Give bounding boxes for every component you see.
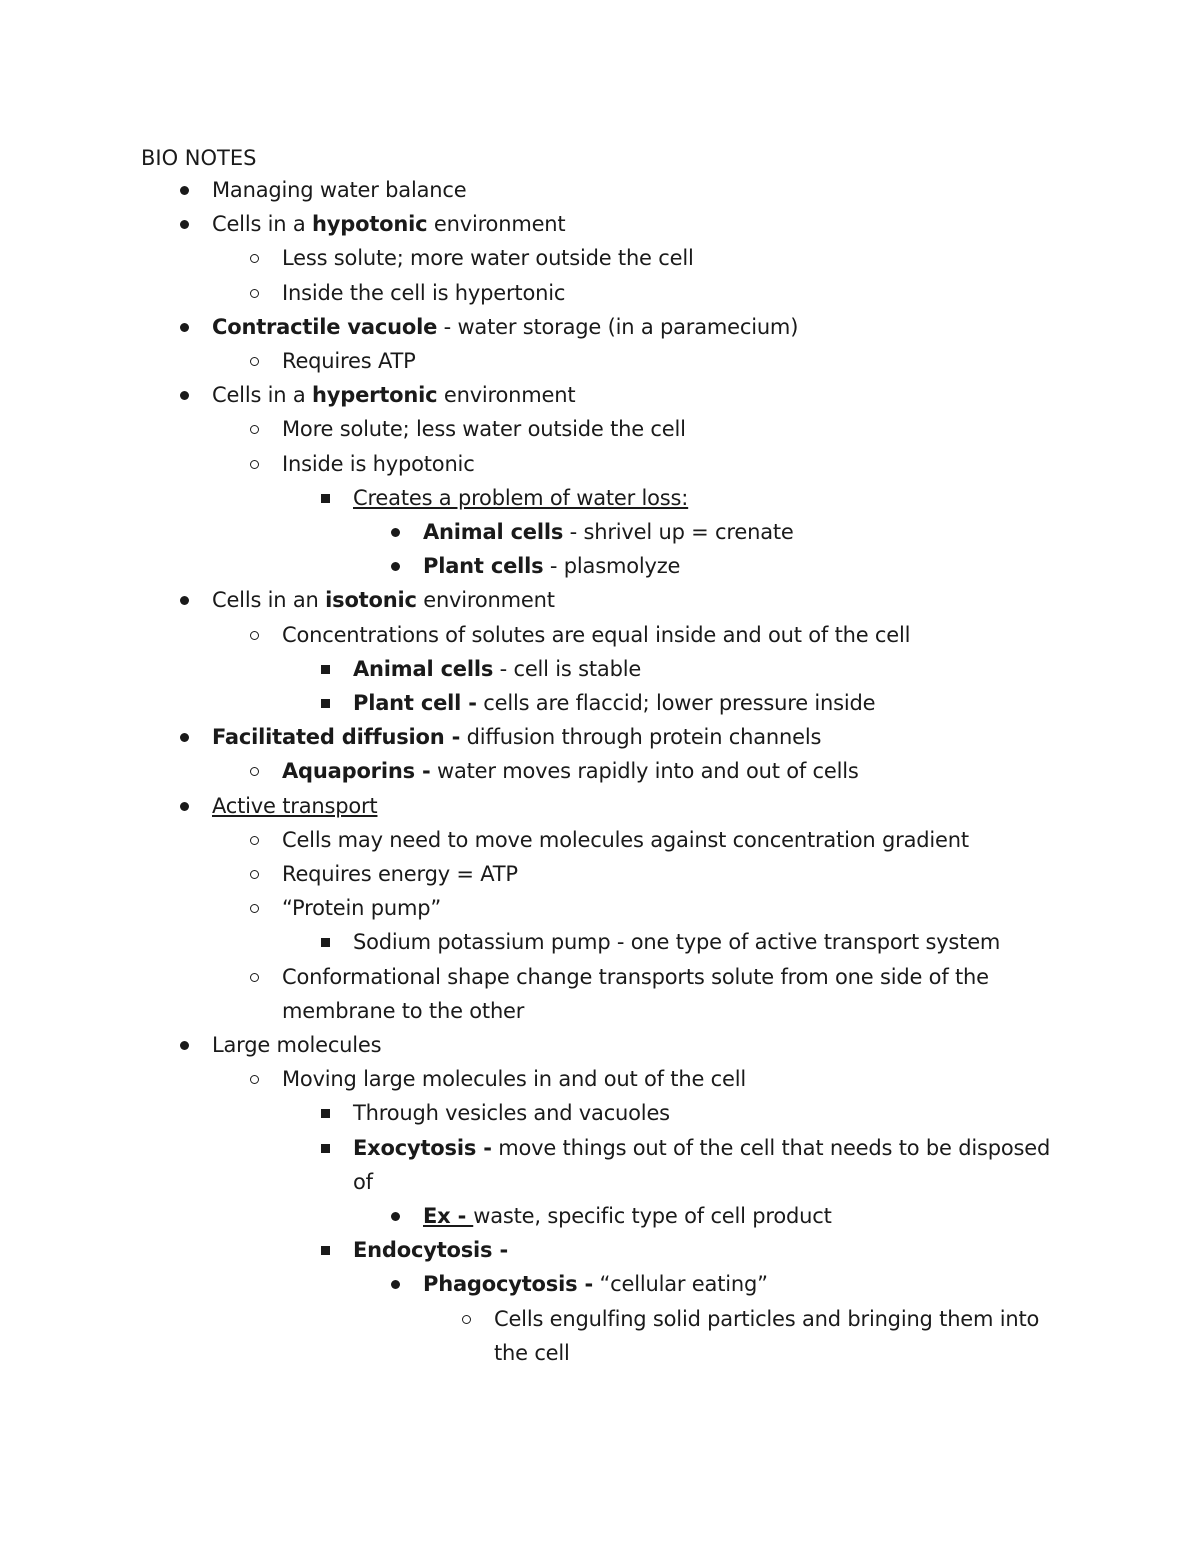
text-run: Creates a problem of water loss: xyxy=(353,485,689,510)
text-run: “cellular eating” xyxy=(593,1272,768,1297)
text-run: Requires energy = ATP xyxy=(282,862,518,886)
list-item-text xyxy=(282,344,1060,378)
list-item-text xyxy=(212,789,1060,823)
text-run: Moving large molecules in and out of the cell xyxy=(282,1067,746,1092)
text-run: “Protein pump” xyxy=(282,896,442,921)
text-run: waste, specific type of cell product xyxy=(473,1204,832,1228)
list-item-text xyxy=(212,207,1060,241)
list-item-text xyxy=(423,549,1060,583)
list-item-text xyxy=(282,412,1060,446)
list-item-text xyxy=(282,1062,1060,1096)
list-item-text xyxy=(423,1267,1060,1301)
text-run: Cells may need to move molecules against concentration gradient xyxy=(282,827,969,852)
text-run: Facilitated diffusion - xyxy=(212,725,461,750)
list-item-text xyxy=(212,1028,1060,1062)
list-item-text xyxy=(282,857,1060,891)
list-item-text xyxy=(353,652,1060,686)
text-run: - plasmolyze xyxy=(543,554,681,579)
list-item-text xyxy=(282,960,1060,1028)
text-run: Animal cells xyxy=(353,656,494,681)
list-item-text xyxy=(212,173,1060,207)
text-run: Requires ATP xyxy=(282,349,416,373)
text-run: More solute; less water outside the cell xyxy=(282,417,686,442)
text-run: environment xyxy=(427,212,566,237)
list-item-text xyxy=(423,515,1060,549)
text-run: Concentrations of solutes are equal inside and out of the cell xyxy=(282,622,911,647)
text-run: Cells in an xyxy=(212,588,326,613)
text-run: diffusion through protein channels xyxy=(460,725,822,750)
text-run: hypertonic xyxy=(312,383,438,408)
text-run: Exocytosis - xyxy=(353,1135,492,1160)
list-item-text xyxy=(282,891,1060,925)
text-run: Ex - xyxy=(423,1204,474,1228)
text-run: Plant cells xyxy=(423,554,544,579)
text-run: Plant cell - xyxy=(353,691,477,715)
text-run: environment xyxy=(416,588,555,613)
list-item-text xyxy=(353,686,1060,720)
text-run: Through vesicles and vacuoles xyxy=(353,1101,670,1126)
list-item-text xyxy=(212,310,1060,344)
text-run: Sodium potassium pump - one type of active transport system xyxy=(353,930,1001,955)
text-run: move things out of the cell that needs to be disposed of xyxy=(353,1135,1057,1194)
list-item-text xyxy=(282,241,1060,275)
list-item-text xyxy=(353,1096,1060,1130)
list-item-text xyxy=(282,823,1060,857)
list-item-text xyxy=(212,378,1060,412)
text-run: cells are flaccid; lower pressure inside xyxy=(476,691,876,715)
page-title: BIO NOTES xyxy=(141,146,257,170)
text-run: Inside the cell is hypertonic xyxy=(282,280,566,305)
text-run: Managing water balance xyxy=(212,178,467,202)
text-run: hypotonic xyxy=(312,212,428,237)
text-run: Inside is hypotonic xyxy=(282,451,475,476)
list-item-text xyxy=(353,925,1060,959)
text-run: - cell is stable xyxy=(493,656,642,681)
list-item-text xyxy=(212,720,1060,754)
text-run: Endocytosis - xyxy=(353,1238,508,1263)
list-item-text xyxy=(353,1131,1060,1199)
list-item-text xyxy=(282,618,1060,652)
text-run: Conformational shape change transports solute from one side of the membrane to the other xyxy=(282,964,996,1023)
text-run: isotonic xyxy=(325,588,417,613)
text-run: environment xyxy=(437,383,576,408)
text-run: Contractile vacuole xyxy=(212,314,438,339)
list-item-text xyxy=(282,754,1060,788)
list-item-text xyxy=(282,447,1060,481)
list-item-text xyxy=(494,1302,1060,1370)
text-run: Active transport xyxy=(212,793,378,818)
text-run: water moves rapidly into and out of cells xyxy=(430,759,859,784)
text-run: Aquaporins - xyxy=(282,759,431,784)
text-run: Cells in a xyxy=(212,383,313,408)
text-run: - water storage (in a paramecium) xyxy=(437,314,799,339)
text-run: Animal cells xyxy=(423,520,564,544)
text-run: - shrivel up = crenate xyxy=(563,520,794,544)
text-run: Cells engulfing solid particles and bringing them into the cell xyxy=(494,1306,1046,1365)
list-item-text xyxy=(423,1199,1060,1233)
text-run: Less solute; more water outside the cell xyxy=(282,246,694,271)
list-item-text xyxy=(282,276,1060,310)
list-item-text xyxy=(353,1233,1060,1267)
list-item-text xyxy=(212,583,1060,617)
text-run: Cells in a xyxy=(212,212,313,237)
list-item-text xyxy=(353,481,1060,515)
text-run: Phagocytosis - xyxy=(423,1272,593,1297)
text-run: Large molecules xyxy=(212,1033,382,1057)
